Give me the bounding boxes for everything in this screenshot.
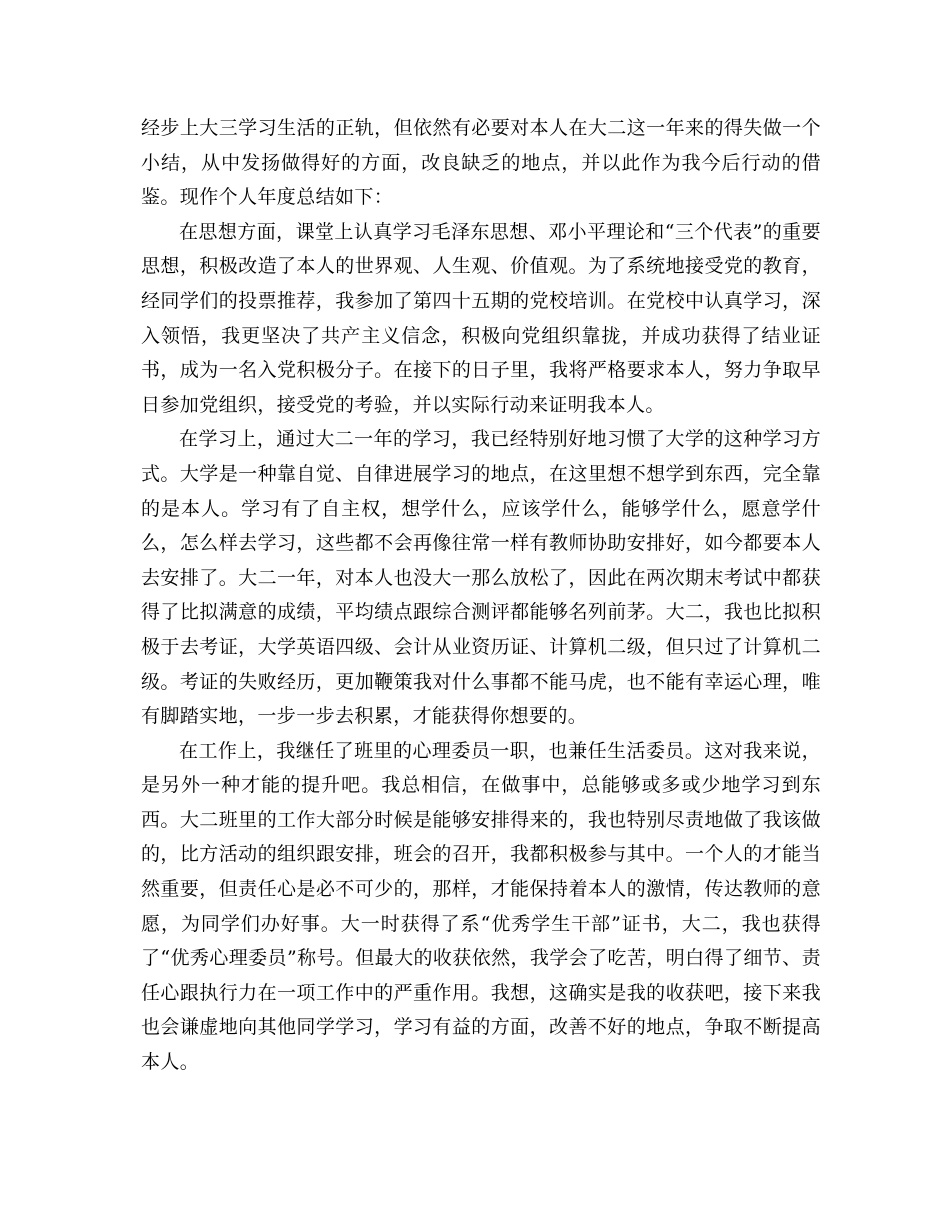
paragraph-work: 在工作上，我继任了班里的心理委员一职，也兼任生活委员。这对我来说，是另外一种才能的提升吧。我总相信，在做事中，总能够或多或少地学习到东西。大二班里的工作大部分时候是能够安排得来的，我也特别尽责地做了我该做的，比方活动的组织跟安排，班会的召开，我都积极参与其中。一个人的才能当然重要，但责任心是必不可少的，那样，才能保持着本人的激情，传达教师的意愿，为同学们办好事。大一时获得了系“优秀学生干部”证书，大二，我也获得了“优秀心理委员”称号。但最大的收获依然，我学会了吃苦，明白得了细节、责任心跟执行力在一项工作中的严重作用。我想，这确实是我的收获吧，接下来我也会谦虚地向其他同学学习，学习有益的方面，改善不好的地点，争取不断提高本人。 (141, 739, 821, 1074)
document-body (141, 111, 821, 1080)
paragraph-intro: 经步上大三学习生活的正轨，但依然有必要对本人在大二这一年来的得失做一个小结，从中发扬做得好的方面，改良缺乏的地点，并以此作为我今后行动的借鉴。现作个人年度总结如下： (141, 117, 821, 209)
paragraph-thought: 在思想方面，课堂上认真学习毛泽东思想、邓小平理论和“三个代表”的重要思想，积极改造了本人的世界观、人生观、价值观。为了系统地接受党的教育，经同学们的投票推荐，我参加了第四十五期的党校培训。在党校中认真学习，深入领悟，我更坚决了共产主义信念，积极向党组织靠拢，并成功获得了结业证书，成为一名入党积极分子。在接下的日子里，我将严格要求本人，努力争取早日参加党组织，接受党的考验，并以实际行动来证明我本人。 (141, 220, 821, 416)
paragraph-study: 在学习上，通过大二一年的学习，我已经特别好地习惯了大学的这种学习方式。大学是一种靠自觉、自律进展学习的地点，在这里想不想学到东西，完全靠的是本人。学习有了自主权，想学什么，应该学什么，能够学什么，愿意学什么，怎么样去学习，这些都不会再像往常一样有教师协助安排好，如今都要本人去安排了。大二一年，对本人也没大一那么放松了，因此在两次期末考试中都获得了比拟满意的成绩，平均绩点跟综合测评都能够名列前茅。大二，我也比拟积极于去考证，大学英语四级、会计从业资历证、计算机二级，但只过了计算机二级。考证的失败经历，更加鞭策我对什么事都不能马虎，也不能有幸运心理，唯有脚踏实地，一步一步去积累，才能获得你想要的。 (141, 428, 821, 728)
